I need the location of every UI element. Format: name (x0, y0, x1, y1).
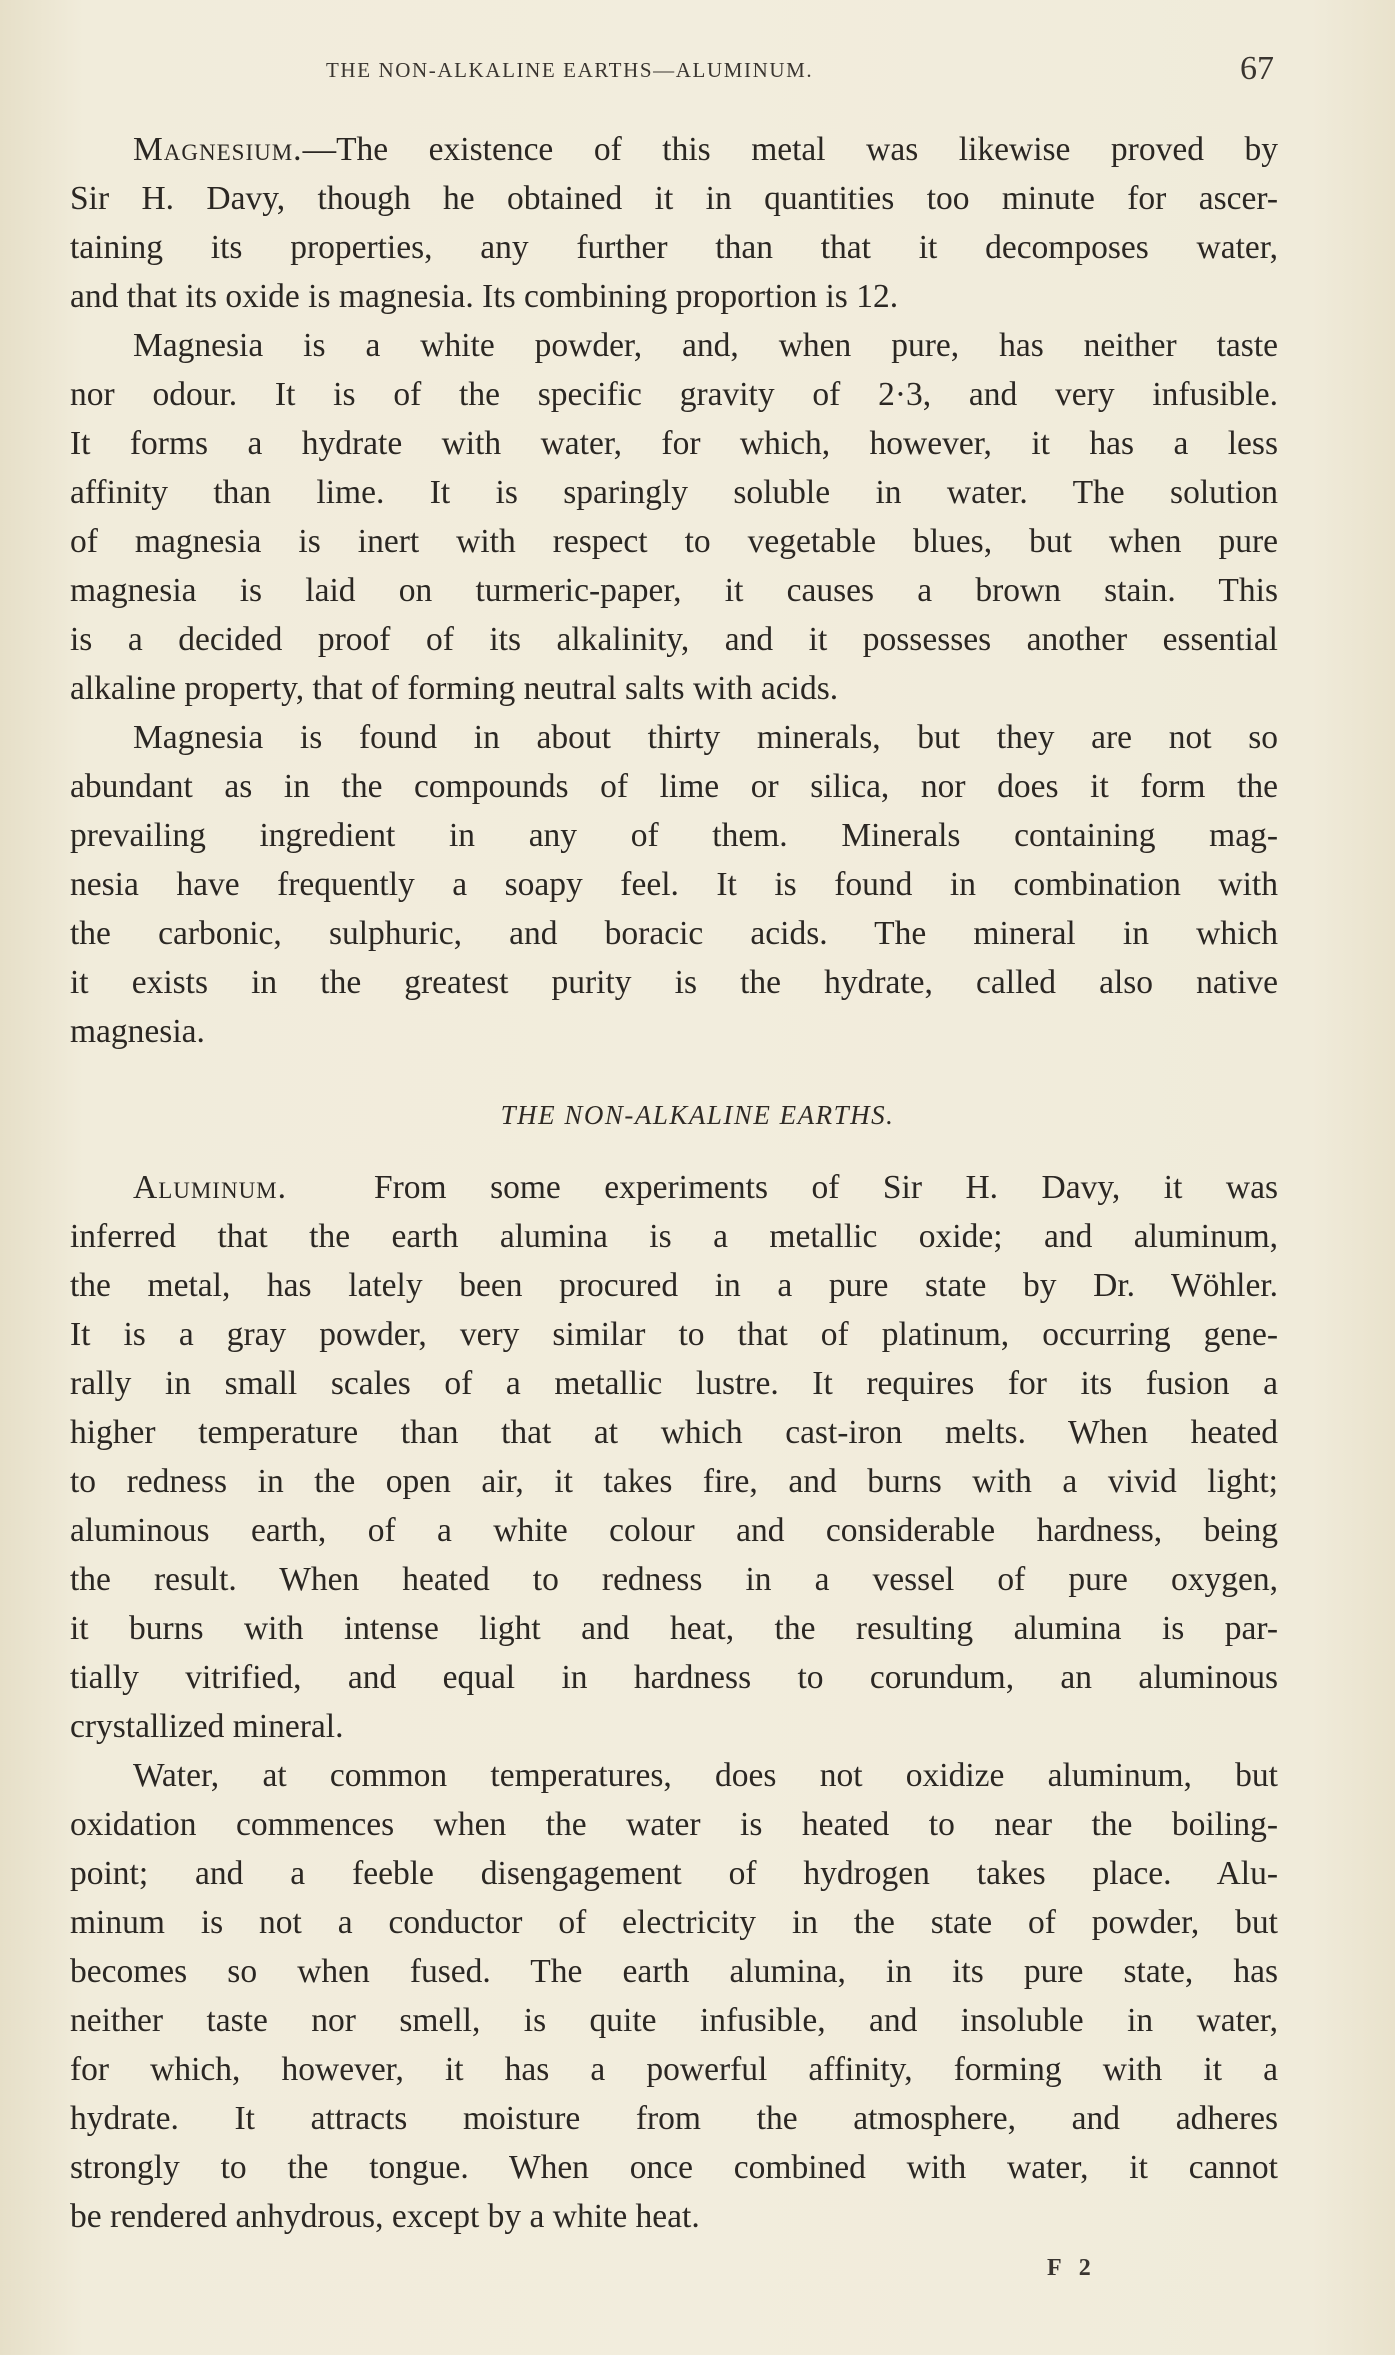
text-line: oxidation commences when the water is heated to near the boiling- (70, 1806, 1278, 1843)
text-line: Aluminum. From some experiments of Sir H. Davy, it was (133, 1169, 1278, 1206)
text-line: tially vitrified, and equal in hardness to corundum, an aluminous (70, 1659, 1278, 1696)
text-line: point; and a feeble disengagement of hydrogen takes place. Alu- (70, 1855, 1278, 1892)
text-line: It forms a hydrate with water, for which, however, it has a less (70, 425, 1278, 462)
text-line: the result. When heated to redness in a vessel of pure oxygen, (70, 1561, 1278, 1598)
text-line: becomes so when fused. The earth alumina, in its pure state, has (70, 1953, 1278, 1990)
text-line: prevailing ingredient in any of them. Minerals containing mag- (70, 817, 1278, 854)
text-line: Water, at common temperatures, does not oxidize aluminum, but (133, 1757, 1278, 1794)
text-line: Sir H. Davy, though he obtained it in quantities too minute for ascer- (70, 180, 1278, 217)
text-line: to redness in the open air, it takes fire, and burns with a vivid light; (70, 1463, 1278, 1500)
text-line: magnesia is laid on turmeric-paper, it causes a brown stain. This (70, 572, 1278, 609)
text-line: of magnesia is inert with respect to vegetable blues, but when pure (70, 523, 1278, 560)
text-line: inferred that the earth alumina is a metallic oxide; and aluminum, (70, 1218, 1278, 1255)
text-line: magnesia. (70, 1013, 205, 1050)
text-line: Magnesia is found in about thirty minerals, but they are not so (133, 719, 1278, 756)
running-head (0, 50, 1395, 90)
text-line: strongly to the tongue. When once combined with water, it cannot (70, 2149, 1278, 2186)
text-line: is a decided proof of its alkalinity, and it possesses another essential (70, 621, 1278, 658)
running-title: THE NON-ALKALINE EARTHS—ALUMINUM. (326, 58, 814, 82)
text-line: it burns with intense light and heat, the resulting alumina is par- (70, 1610, 1278, 1647)
text-line: aluminous earth, of a white colour and considerable hardness, being (70, 1512, 1278, 1549)
text-line: alkaline property, that of forming neutral salts with acids. (70, 670, 839, 707)
text-line: Magnesia is a white powder, and, when pure, has neither taste (133, 327, 1278, 364)
text-line: higher temperature than that at which cast-iron melts. When heated (70, 1414, 1278, 1451)
text-line: the metal, has lately been procured in a pure state by Dr. Wöhler. (70, 1267, 1278, 1304)
paragraph-lead-aluminum: Aluminum. (133, 1169, 288, 1206)
page-number: 67 (1240, 50, 1274, 87)
text-line: It is a gray powder, very similar to that of platinum, occurring gene- (70, 1316, 1278, 1353)
text-line: crystallized mineral. (70, 1708, 344, 1745)
text-line: be rendered anhydrous, except by a white heat. (70, 2198, 700, 2235)
text-line: rally in small scales of a metallic lustre. It requires for its fusion a (70, 1365, 1278, 1402)
text-line: neither taste nor smell, is quite infusible, and insoluble in water, (70, 2002, 1278, 2039)
text-line: for which, however, it has a powerful affinity, forming with it a (70, 2051, 1278, 2088)
text-line: taining its properties, any further than that it decomposes water, (70, 229, 1278, 266)
text-line: affinity than lime. It is sparingly soluble in water. The solution (70, 474, 1278, 511)
text-line: the carbonic, sulphuric, and boracic acids. The mineral in which (70, 915, 1278, 952)
text-line: it exists in the greatest purity is the hydrate, called also native (70, 964, 1278, 1001)
signature-mark: F 2 (1047, 2255, 1097, 2281)
text-line: hydrate. It attracts moisture from the atmosphere, and adheres (70, 2100, 1278, 2137)
text-line: and that its oxide is magnesia. Its combining proportion is 12. (70, 278, 899, 315)
text-line: Magnesium.—The existence of this metal was likewise proved by (133, 131, 1278, 168)
text-line: nesia have frequently a soapy feel. It is found in combination with (70, 866, 1278, 903)
paragraph-lead-magnesium: Magnesium. (133, 131, 303, 168)
text-line: nor odour. It is of the specific gravity of 2·3, and very infusible. (70, 376, 1278, 413)
section-heading: THE NON-ALKALINE EARTHS. (500, 1100, 895, 1130)
text-line: minum is not a conductor of electricity in the state of powder, but (70, 1904, 1278, 1941)
text-line: abundant as in the compounds of lime or silica, nor does it form the (70, 768, 1278, 805)
